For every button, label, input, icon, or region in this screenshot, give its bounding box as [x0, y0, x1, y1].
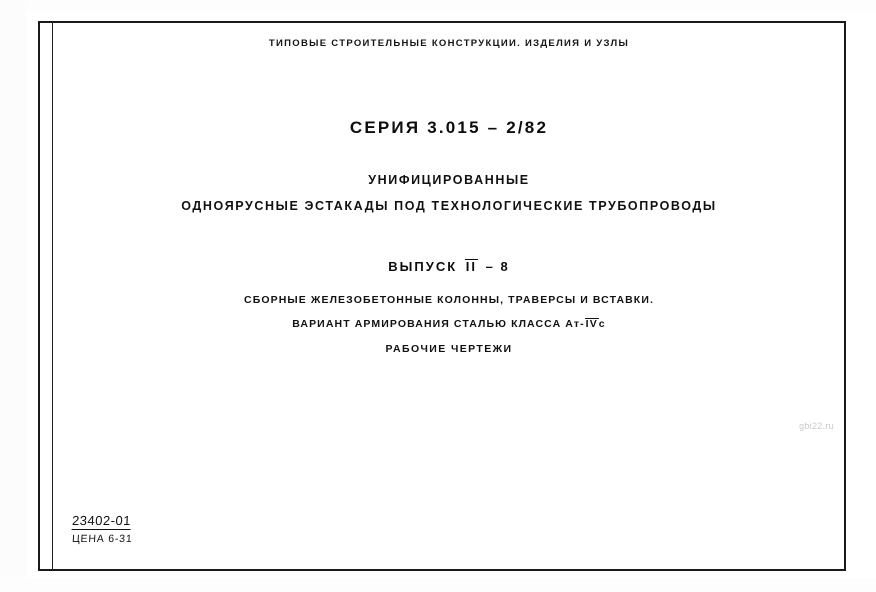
subtitle-working-drawings: РАБОЧИЕ ЧЕРТЕЖИ [385, 343, 513, 355]
subtitle-reinforcement [52, 318, 846, 330]
issue-label: ВЫПУСК [388, 259, 458, 274]
scan-edge-left [0, 0, 26, 592]
catalog-stamp [72, 512, 133, 545]
series-designation: СЕРИЯ 3.015 – 2/82 [349, 118, 549, 137]
issue-roman-numeral: II [465, 259, 478, 274]
issue-number: – 8 [485, 259, 510, 274]
catalog-price: ЦЕНА 6-31 [71, 533, 133, 545]
document-header: ТИПОВЫЕ СТРОИТЕЛЬНЫЕ КОНСТРУКЦИИ. ИЗДЕЛИЯ И УЗЛЫ [268, 38, 630, 49]
watermark-text: gbi22.ru [799, 421, 834, 431]
steel-class-suffix: с [598, 318, 606, 330]
document-title-line-2: ОДНОЯРУСНЫЕ ЭСТАКАДЫ ПОД ТЕХНОЛОГИЧЕСКИЕ ТРУБОПРОВОДЫ [181, 199, 717, 213]
issue-designation [52, 259, 846, 274]
page-content [52, 21, 846, 571]
subtitle-reinforcement-text: ВАРИАНТ АРМИРОВАНИЯ СТАЛЬЮ КЛАССА Ат- [292, 318, 585, 330]
scan-edge-top [0, 0, 876, 12]
subtitle-components: СБОРНЫЕ ЖЕЛЕЗОБЕТОННЫЕ КОЛОННЫ, ТРАВЕРСЫ И ВСТАВКИ. [244, 294, 654, 306]
document-title-line-1: УНИФИЦИРОВАННЫЕ [368, 173, 530, 187]
steel-class-roman-numeral: IV [585, 318, 598, 330]
scan-edge-bottom [0, 578, 876, 592]
catalog-code: 23402-01 [71, 513, 132, 528]
